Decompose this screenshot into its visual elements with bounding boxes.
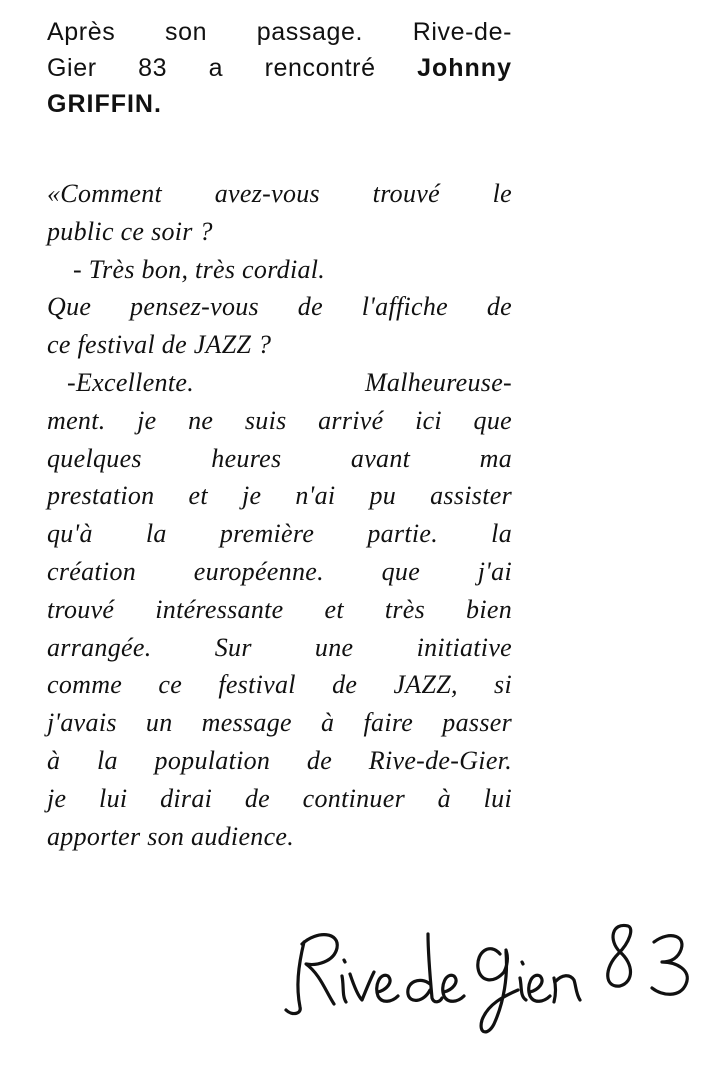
interview-line: «Comment avez-vous trouvé le (47, 179, 512, 208)
handwritten-signature (282, 912, 702, 1042)
interview-line: à la population de Rive-de-Gier. (47, 745, 512, 775)
interview-line: j'avais un message à faire passer (47, 708, 512, 738)
intro-line-2 (47, 50, 512, 86)
interview-line: comme ce festival de JAZZ, si (47, 670, 512, 700)
interview-line: - Très bon, très cordial. (73, 254, 326, 284)
intro-paragraph (47, 14, 512, 122)
interview-line: prestation et je n'ai pu assister (47, 481, 512, 511)
interview-line: ment. je ne suis arrivé ici que (47, 405, 512, 435)
interview-line: qu'à la première partie. la (47, 519, 512, 549)
interview-line: public ce soir ? (47, 216, 213, 246)
interview-line: Que pensez-vous de l'affiche de (47, 292, 512, 322)
intro-line-3: GRIFFIN. (47, 90, 162, 118)
intro-line-2-text (47, 54, 512, 82)
intro-line-1: Après son passage. Rive-de- (47, 18, 512, 46)
intro-line-2-lead: Gier 83 a rencontré (47, 54, 418, 82)
signature-drawing (282, 912, 702, 1042)
interview-line: création européenne. que j'ai (47, 556, 512, 586)
interview-line: arrangée. Sur une initiative (47, 632, 512, 662)
interview-line: trouvé intéressante et très bien (47, 594, 512, 624)
interview-line: je lui dirai de continuer à lui (47, 783, 512, 813)
intro-line-2-name: Johnny (417, 54, 512, 82)
interview-text (47, 175, 512, 855)
interview-line: ce festival de JAZZ ? (47, 330, 272, 360)
interview-line: -Excellente. Malheureuse- (67, 367, 512, 397)
interview-line: quelques heures avant ma (47, 443, 512, 473)
article (47, 14, 512, 855)
interview-line: apporter son audience. (47, 821, 295, 851)
